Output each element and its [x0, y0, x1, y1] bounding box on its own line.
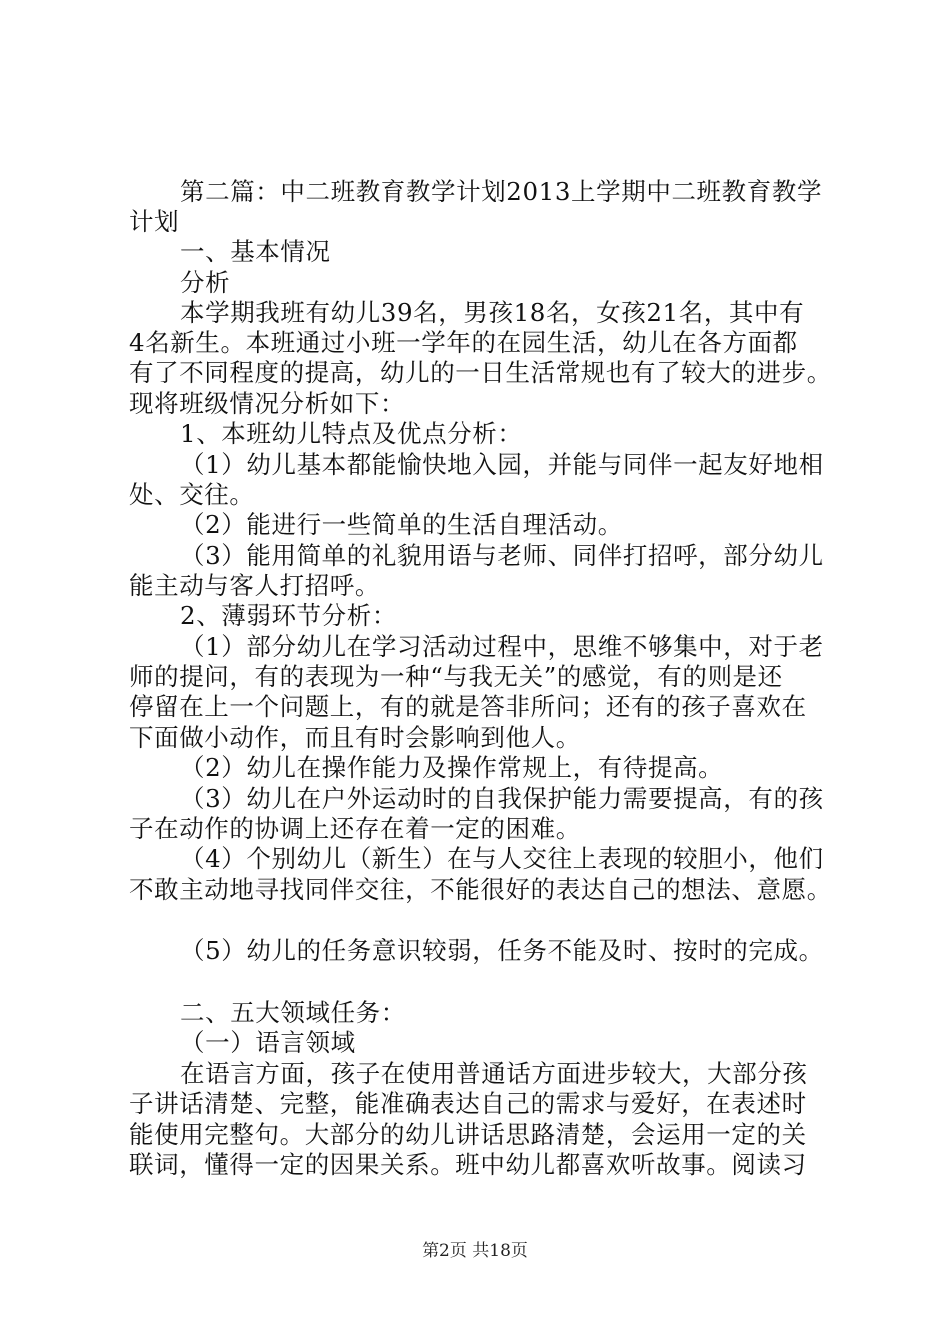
subsection-heading: （一）语言领域: [180, 1028, 356, 1057]
subsection-heading: 2、薄弱环节分析：: [180, 601, 397, 630]
paragraph-line: （1）部分幼儿在学习活动过程中，思维不够集中，对于老: [180, 632, 824, 661]
paragraph-line: 不敢主动地寻找同伴交往，不能很好的表达自己的想法、意愿。: [129, 875, 832, 904]
paragraph-line: 下面做小动作，而且有时会影响到他人。: [129, 723, 581, 752]
paragraph-line: 分析: [180, 268, 231, 297]
paragraph-line: 本学期我班有幼儿39名，男孩18名，女孩21名，其中有: [180, 298, 805, 327]
paragraph-line: （2）幼儿在操作能力及操作常规上，有待提高。: [180, 753, 724, 782]
paragraph-line: （5）幼儿的任务意识较弱，任务不能及时、按时的完成。: [180, 936, 824, 965]
paragraph-line: 现将班级情况分析如下：: [129, 389, 406, 418]
subsection-heading: 1、本班幼儿特点及优点分析：: [180, 419, 523, 448]
paragraph-line: 4名新生。本班通过小班一学年的在园生活，幼儿在各方面都: [129, 328, 798, 357]
doc-title-line: 第二篇：中二班教育教学计划2013上学期中二班教育教学: [180, 177, 823, 206]
paragraph-line: （4）个别幼儿（新生）在与人交往上表现的较胆小，他们: [180, 844, 824, 873]
paragraph-line: （3）能用简单的礼貌用语与老师、同伴打招呼，部分幼儿: [180, 541, 824, 570]
doc-title-line: 计划: [129, 207, 180, 236]
page-number-footer: 第2页 共18页: [422, 1241, 528, 1261]
paragraph-line: 有了不同程度的提高，幼儿的一日生活常规也有了较大的进步。: [129, 358, 832, 387]
section-heading: 二、五大领域任务：: [180, 998, 406, 1027]
paragraph-line: 处、交往。: [129, 480, 255, 509]
paragraph-line: 子在动作的协调上还存在着一定的困难。: [129, 814, 581, 843]
paragraph-line: 能主动与客人打招呼。: [129, 571, 380, 600]
paragraph-line: 能使用完整句。大部分的幼儿讲话思路清楚，会运用一定的关: [129, 1120, 807, 1149]
paragraph-line: 子讲话清楚、完整，能准确表达自己的需求与爱好，在表述时: [129, 1089, 807, 1118]
paragraph-line: 师的提问，有的表现为一种“与我无关”的感觉，有的则是还: [129, 662, 783, 691]
paragraph-line: 在语言方面，孩子在使用普通话方面进步较大，大部分孩: [180, 1059, 808, 1088]
paragraph-line: （1）幼儿基本都能愉快地入园，并能与同伴一起友好地相: [180, 450, 824, 479]
paragraph-line: （3）幼儿在户外运动时的自我保护能力需要提高，有的孩: [180, 784, 824, 813]
paragraph-line: 联词，懂得一定的因果关系。班中幼儿都喜欢听故事。阅读习: [129, 1150, 807, 1179]
paragraph-line: （2）能进行一些简单的生活自理活动。: [180, 510, 623, 539]
paragraph-line: 停留在上一个问题上，有的就是答非所问；还有的孩子喜欢在: [129, 692, 807, 721]
section-heading: 一、基本情况: [180, 237, 331, 266]
